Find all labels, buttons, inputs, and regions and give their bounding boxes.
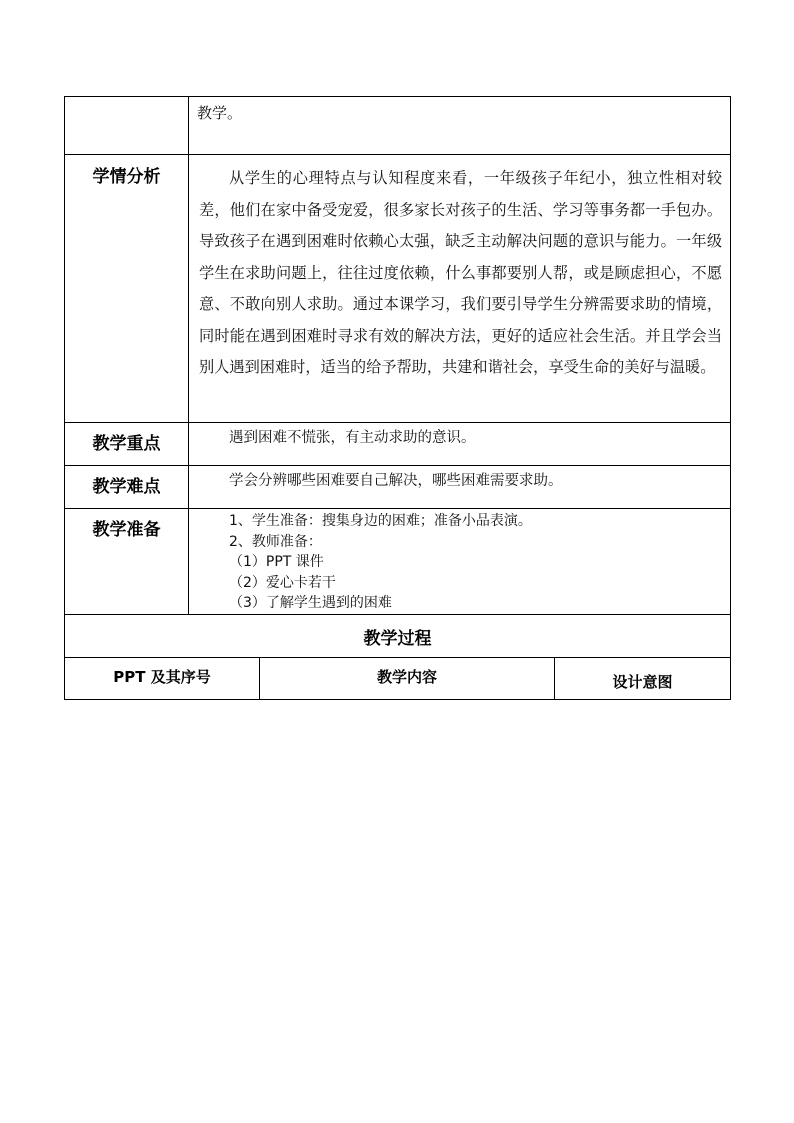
lesson-plan-table (64, 96, 731, 700)
column-header-ppt: PPT 及其序号 (65, 658, 260, 700)
preparation-label: 教学准备 (65, 509, 189, 615)
process-title: 教学过程 (65, 615, 731, 658)
difficult-points-row (65, 466, 731, 509)
preparation-item: （2）爱心卡若干 (229, 574, 336, 591)
preparation-item: 2、教师准备： (229, 533, 322, 550)
preparation-item: （3）了解学生遇到的困难 (229, 595, 392, 611)
preparation-content (189, 509, 731, 615)
key-points-content (189, 423, 731, 466)
continuation-row (65, 97, 731, 155)
process-header-row (65, 658, 731, 700)
column-header-intent: 设计意图 (555, 658, 731, 700)
key-points-text: 遇到困难不慌张，有主动求助的意识。 (229, 430, 476, 446)
continuation-text: 教学。 (197, 104, 243, 122)
preparation-item: （1）PPT 课件 (229, 554, 324, 570)
preparation-row (65, 509, 731, 615)
key-points-label: 教学重点 (65, 423, 189, 466)
difficult-points-text: 学会分辨哪些困难要自己解决，哪些困难需要求助。 (229, 473, 563, 489)
learning-analysis-label: 学情分析 (65, 155, 189, 423)
key-points-row (65, 423, 731, 466)
learning-analysis-text: 从学生的心理特点与认知程度来看，一年级孩子年纪小，独立性相对较差，他们在家中备受宠爱，很多家长对孩子的生活、学习等事务都一手包办。导致孩子在遇到困难时依赖心太强，缺乏主动解决问题的意识与能力。一年级学生在求助问题上，往往过度依赖，什么事都要别人帮，或是顾虑担心，不愿意、不敢向别人求助。通过本课学习，我们要引导学生分辨需要求助的情境，同时能在遇到困难时寻求有效的解决方法，更好的适应社会生活。并且学会当别人遇到困难时，适当的给予帮助，共建和谐社会，享受生命的美好与温暖。 (199, 169, 722, 376)
process-title-row (65, 615, 731, 658)
column-header-content: 教学内容 (260, 658, 555, 700)
learning-analysis-row (65, 155, 731, 423)
continuation-label (65, 97, 189, 155)
continuation-content (189, 97, 731, 155)
difficult-points-content (189, 466, 731, 509)
preparation-item: 1、学生准备：搜集身边的困难；准备小品表演。 (229, 513, 532, 529)
difficult-points-label: 教学难点 (65, 466, 189, 509)
preparation-list (189, 509, 730, 614)
learning-analysis-content (189, 155, 731, 423)
